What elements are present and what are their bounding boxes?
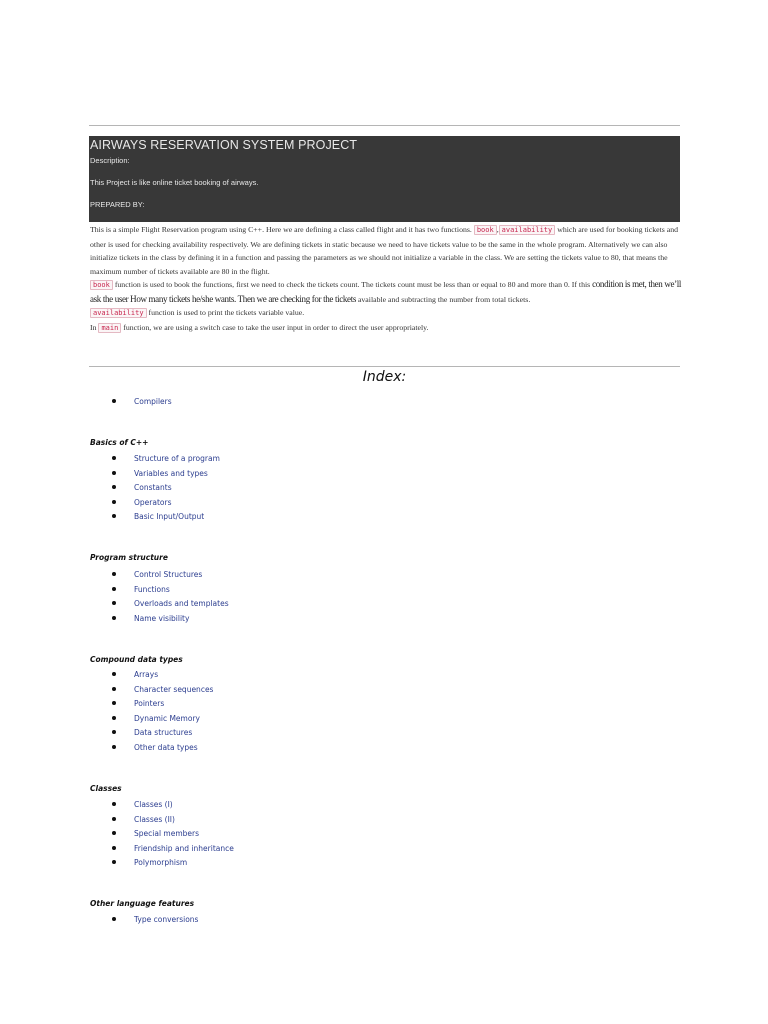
paragraph-text: function, we are using a switch case to take the user input in order to direct the user appropriately. (123, 322, 429, 332)
section-title: Program structure (90, 553, 168, 562)
toc-item[interactable] (112, 713, 200, 725)
toc-item[interactable] (112, 396, 172, 408)
bullet-icon (112, 817, 116, 821)
bullet-icon (112, 601, 116, 605)
section-title: Basics of C++ (90, 438, 149, 447)
project-description (90, 223, 682, 335)
bullet-icon (112, 672, 116, 676)
toc-link[interactable]: Friendship and inheritance (134, 843, 234, 853)
bullet-icon (112, 860, 116, 864)
description-label: Description: (90, 156, 130, 165)
toc-item[interactable] (112, 698, 164, 710)
toc-item[interactable] (112, 497, 171, 509)
bullet-icon (112, 730, 116, 734)
toc-item[interactable] (112, 814, 175, 826)
toc-item[interactable] (112, 482, 172, 494)
section-title: Classes (90, 784, 122, 793)
toc-link[interactable]: Structure of a program (134, 454, 220, 463)
bullet-icon (112, 572, 116, 576)
toc-item[interactable] (112, 598, 229, 610)
bullet-icon (112, 701, 116, 705)
code-book: book (474, 225, 497, 235)
paragraph-text: function is used to book the functions, first we need to check the tickets count. The tickets count must be less than or equal to 80 and more than 0. If this (114, 280, 591, 289)
toc-item[interactable] (112, 684, 213, 696)
toc-item[interactable] (112, 843, 234, 855)
paragraph-text-large: condition is met, then we’ll ask the user How many tickets he/she wants. Then we are checking for the tickets (90, 279, 682, 304)
bullet-icon (112, 399, 116, 403)
toc-item[interactable] (112, 584, 170, 596)
toc-link[interactable]: Pointers (134, 699, 165, 709)
toc-item[interactable] (112, 857, 187, 869)
toc-link[interactable]: Compilers (134, 397, 172, 406)
toc-link[interactable]: Classes (I) (134, 800, 173, 809)
toc-link[interactable]: Classes (II) (134, 814, 175, 824)
bullet-icon (112, 802, 116, 806)
bullet-icon (112, 456, 116, 460)
code-availability: availability (499, 225, 556, 235)
bullet-icon (112, 485, 116, 489)
toc-link[interactable]: Control Structures (134, 570, 203, 579)
toc-item[interactable] (112, 453, 220, 465)
toc-link[interactable]: Character sequences (134, 684, 214, 694)
toc-link[interactable]: Data structures (134, 728, 193, 738)
paragraph-text: In (90, 322, 97, 332)
bullet-icon (112, 616, 116, 620)
toc-link[interactable]: Operators (134, 497, 172, 507)
code-availability: availability (90, 308, 147, 318)
toc-link[interactable]: Functions (134, 584, 170, 594)
toc-item[interactable] (112, 669, 158, 681)
code-separator: , (496, 225, 499, 234)
description-text: This Project is like online ticket booking of airways. (90, 178, 259, 187)
bullet-icon (112, 745, 116, 749)
section-title: Other language features (90, 899, 195, 908)
description-paragraph-4 (90, 321, 682, 336)
paragraph-text: available and subtracting the number from total tickets. (357, 294, 531, 304)
section-title: Compound data types (90, 655, 183, 664)
toc-link[interactable]: Special members (134, 829, 199, 839)
bullet-icon (112, 514, 116, 518)
toc-link[interactable]: Basic Input/Output (134, 512, 205, 522)
toc-item[interactable] (112, 613, 189, 625)
toc-item[interactable] (112, 742, 198, 754)
paragraph-text: This is a simple Flight Reservation program using C++. Here we are defining a class called flight and it has two functions. (90, 225, 472, 234)
bullet-icon (112, 587, 116, 591)
code-main: main (98, 323, 121, 333)
toc-link[interactable]: Dynamic Memory (134, 713, 200, 723)
toc-item[interactable] (112, 727, 192, 739)
index-divider (89, 366, 680, 367)
code-book: book (90, 280, 113, 290)
toc-link[interactable]: Other data types (134, 743, 198, 752)
bullet-icon (112, 846, 116, 850)
toc-link[interactable]: Polymorphism (134, 858, 188, 868)
description-paragraph-2 (90, 278, 682, 306)
description-paragraph-3 (90, 306, 682, 321)
toc-item[interactable] (112, 799, 173, 811)
bullet-icon (112, 500, 116, 504)
bullet-icon (112, 831, 116, 835)
project-title: AIRWAYS RESERVATION SYSTEM PROJECT (90, 138, 358, 152)
toc-link[interactable]: Arrays (134, 670, 159, 679)
paragraph-text: which are used for booking tickets and other is used for checking availability respectively. We are defining tickets in static because we need to have tickets value to be the same in the whole program. Alternatively we can also initialize tickets in the class by defining it in a function and passing the parameters as we should not initialize a variable in the class. We are setting the tickets value to 80, that means the maximum number of tickets available are 80 in the flight. (90, 225, 679, 276)
toc-link[interactable]: Variables and types (134, 468, 208, 478)
index-title: Index: (362, 369, 407, 385)
prepared-by-label: PREPARED BY: (90, 200, 145, 209)
toc-item[interactable] (112, 828, 199, 840)
toc-link[interactable]: Constants (134, 483, 172, 493)
bullet-icon (112, 687, 116, 691)
toc-link[interactable]: Overloads and templates (134, 599, 229, 609)
toc-item[interactable] (112, 914, 198, 926)
toc-link[interactable]: Type conversions (134, 915, 199, 924)
description-paragraph-1 (90, 223, 682, 278)
top-divider (89, 125, 680, 126)
bullet-icon (112, 471, 116, 475)
toc-item[interactable] (112, 569, 202, 581)
project-header (89, 136, 680, 222)
bullet-icon (112, 917, 116, 921)
toc-item[interactable] (112, 511, 204, 523)
toc-item[interactable] (112, 468, 208, 480)
toc-link[interactable]: Name visibility (134, 613, 190, 623)
bullet-icon (112, 716, 116, 720)
paragraph-text: function is used to print the tickets variable value. (148, 308, 305, 317)
